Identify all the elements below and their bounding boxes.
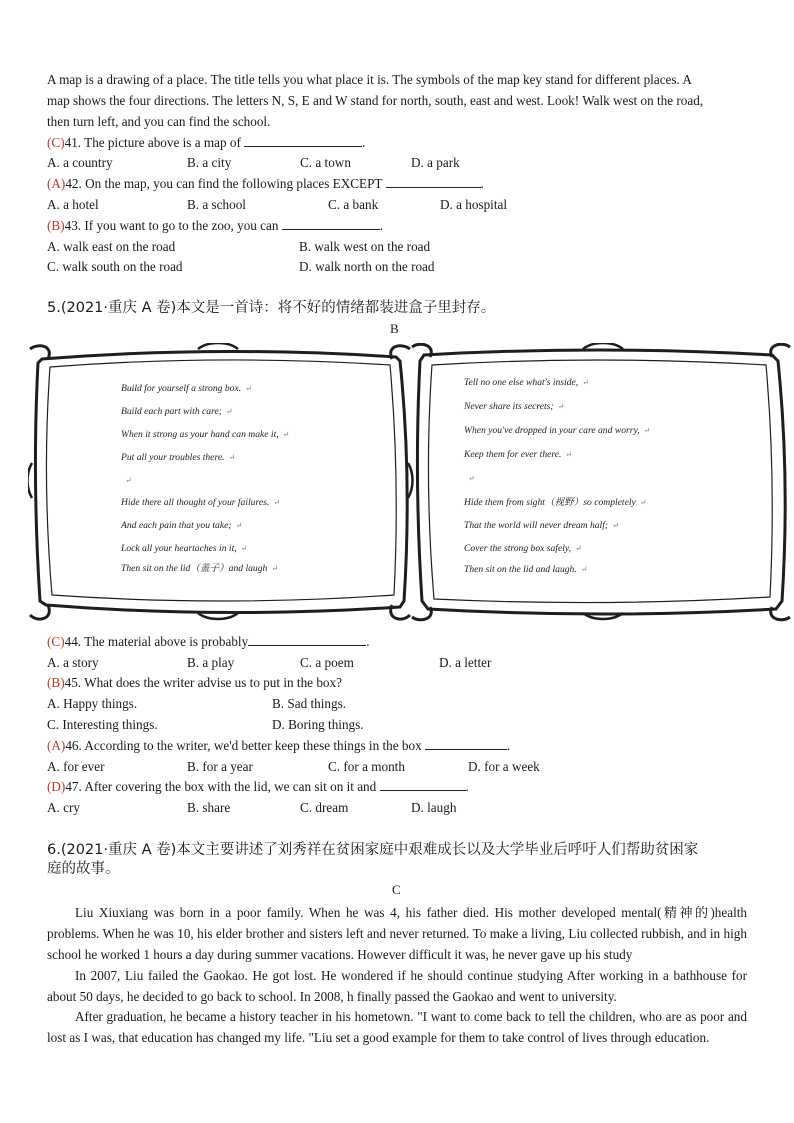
passage-letter-b: B (390, 321, 399, 336)
poem-left-line-9: Then sit on the lid（盖子）and laugh ↵ (121, 563, 279, 574)
answer-43: (B) (47, 218, 65, 233)
question-45 (47, 673, 342, 693)
question-46 (47, 736, 510, 756)
option-44-a[interactable]: A. a story (47, 655, 99, 670)
option-45-d[interactable]: D. Boring things. (272, 717, 364, 732)
question-43 (47, 216, 383, 236)
question-45-text: 45. What does the writer advise us to put in the box? (64, 675, 342, 690)
option-44-b[interactable]: B. a play (187, 655, 235, 670)
poem-right-line-7: That the world will never dream half; ↵ (464, 520, 619, 531)
option-46-a[interactable]: A. for ever (47, 759, 105, 774)
poem-right-line-8: Cover the strong box safely, ↵ (464, 543, 582, 554)
poem-right-line-5: ↵ (468, 474, 475, 483)
answer-blank-41[interactable] (244, 133, 362, 147)
question-41 (47, 133, 365, 153)
question-46-text: 46. According to the writer, we'd better keep these things in the box (65, 738, 422, 753)
poem-left-line-5: ↵ (125, 476, 132, 485)
option-42-b[interactable]: B. a school (187, 197, 246, 212)
poem-right-line-6: Hide them from sight（视野）so completely ↵ (464, 497, 647, 508)
answer-blank-42[interactable] (386, 174, 481, 188)
option-41-d[interactable]: D. a park (411, 155, 460, 170)
passage-letter-c: C (392, 882, 401, 897)
answer-47: (D) (47, 779, 66, 794)
poem-left-line-3: When it strong as your hand can make it, ↵ (121, 429, 290, 440)
option-46-b[interactable]: B. for a year (187, 759, 253, 774)
poem-left-line-2: Build each part with care; ↵ (121, 406, 233, 417)
section-6-title-line-2: 庭的故事。 (47, 861, 120, 877)
option-42-c[interactable]: C. a bank (328, 197, 379, 212)
question-43-text: 43. If you want to go to the zoo, you can (64, 218, 279, 233)
passage-paragraph-1: Liu Xiuxiang was born in a poor family. When he was 4, his father died. His mother developed mental(精神的)health problems. When he was 10, his elder brother and sisters left and never returned. To make a living, Liu collected rubbish, and in high school he worked 1 hours a day during summer vacations. However difficult it was, he never gave up his study (47, 905, 747, 962)
option-46-c[interactable]: C. for a month (328, 759, 405, 774)
option-43-b[interactable]: B. walk west on the road (299, 239, 431, 254)
question-44 (47, 632, 370, 652)
poem-left-line-1: Build for yourself a strong box. ↵ (121, 383, 252, 394)
option-45-b[interactable]: B. Sad things. (272, 696, 347, 711)
period: . (379, 218, 384, 233)
option-42-d[interactable]: D. a hospital (440, 197, 508, 212)
poem-left-line-6: Hide there all thought of your failures. ↵ (121, 497, 280, 508)
period: . (506, 738, 511, 753)
option-41-b[interactable]: B. a city (187, 155, 232, 170)
option-44-d[interactable]: D. a letter (439, 655, 492, 670)
answer-blank-44[interactable] (248, 632, 366, 646)
answer-44: (C) (47, 634, 65, 649)
poem-right-line-3: When you've dropped in your care and worry, ↵ (464, 425, 651, 436)
poem-left-line-4: Put all your troubles there. ↵ (121, 452, 236, 463)
poem-left-line-7: And each pain that you take; ↵ (121, 520, 243, 531)
option-47-c[interactable]: C. dream (300, 800, 349, 815)
poem-right-line-4: Keep them for ever there. ↵ (464, 449, 573, 460)
poem-right-line-9: Then sit on the lid and laugh. ↵ (464, 564, 588, 575)
poem-right-line-2: Never share its secrets; ↵ (464, 401, 565, 412)
period: . (465, 779, 469, 794)
option-47-b[interactable]: B. share (187, 800, 231, 815)
intro-line-3: then turn left, and you can find the school. (47, 114, 271, 129)
question-42 (47, 174, 484, 194)
option-47-a[interactable]: A. cry (47, 800, 80, 815)
answer-42: (A) (47, 176, 66, 191)
option-41-a[interactable]: A. a country (47, 155, 113, 170)
option-43-d[interactable]: D. walk north on the road (299, 259, 435, 274)
question-44-text: 44. The material above is probably (64, 634, 249, 649)
period: . (366, 634, 370, 649)
option-43-c[interactable]: C. walk south on the road (47, 259, 183, 274)
period: . (362, 135, 366, 150)
answer-blank-46[interactable] (425, 736, 507, 750)
answer-41: (C) (47, 135, 65, 150)
option-45-c[interactable]: C. Interesting things. (47, 717, 158, 732)
option-46-d[interactable]: D. for a week (468, 759, 540, 774)
poem-right-line-1: Tell no one else what's inside, ↵ (464, 377, 589, 388)
passage-paragraph-3: After graduation, he became a history teacher in his hometown. "I want to come back to tell the children, who are as poor and lost as I was, that education has changed my life. "Liu set a good example for them to take control of lives through education. (47, 1009, 747, 1045)
section-5-title: 5.(2021·重庆 A 卷)本文是一首诗：将不好的情绪都装进盒子里封存。 (47, 300, 496, 316)
option-41-c[interactable]: C. a town (300, 155, 351, 170)
period: . (480, 176, 484, 191)
question-47 (47, 777, 469, 797)
intro-line-1: A map is a drawing of a place. The title tells you what place it is. The symbols of the map key stand for different places. A (47, 72, 692, 87)
option-43-a[interactable]: A. walk east on the road (47, 239, 176, 254)
question-42-text: 42. On the map, you can find the following places EXCEPT (65, 176, 383, 191)
answer-blank-47[interactable] (380, 777, 466, 791)
passage-paragraph-2: In 2007, Liu failed the Gaokao. He got lost. He wondered if he should continue studying After working in a bathhouse for about 50 days, he decided to go back to school. In 2008, h finally passed the Gaokao and went to university. (47, 968, 747, 1004)
intro-line-2: map shows the four directions. The letters N, S, E and W stand for north, south, east and west. Look! Walk west on the road, (47, 93, 704, 108)
option-44-c[interactable]: C. a poem (300, 655, 354, 670)
poem-left-line-8: Lock all your heartaches in it, ↵ (121, 543, 248, 554)
option-47-d[interactable]: D. laugh (411, 800, 457, 815)
option-45-a[interactable]: A. Happy things. (47, 696, 138, 711)
answer-46: (A) (47, 738, 66, 753)
section-6-title-line-1: 6.(2021·重庆 A 卷)本文主要讲述了刘秀祥在贫困家庭中艰难成长以及大学毕业后呼吁人们帮助贫困家 (47, 842, 699, 858)
question-41-text: 41. The picture above is a map of (64, 135, 241, 150)
answer-blank-43[interactable] (282, 216, 380, 230)
option-42-a[interactable]: A. a hotel (47, 197, 99, 212)
question-47-text: 47. After covering the box with the lid, we can sit on it and (65, 779, 377, 794)
answer-45: (B) (47, 675, 65, 690)
